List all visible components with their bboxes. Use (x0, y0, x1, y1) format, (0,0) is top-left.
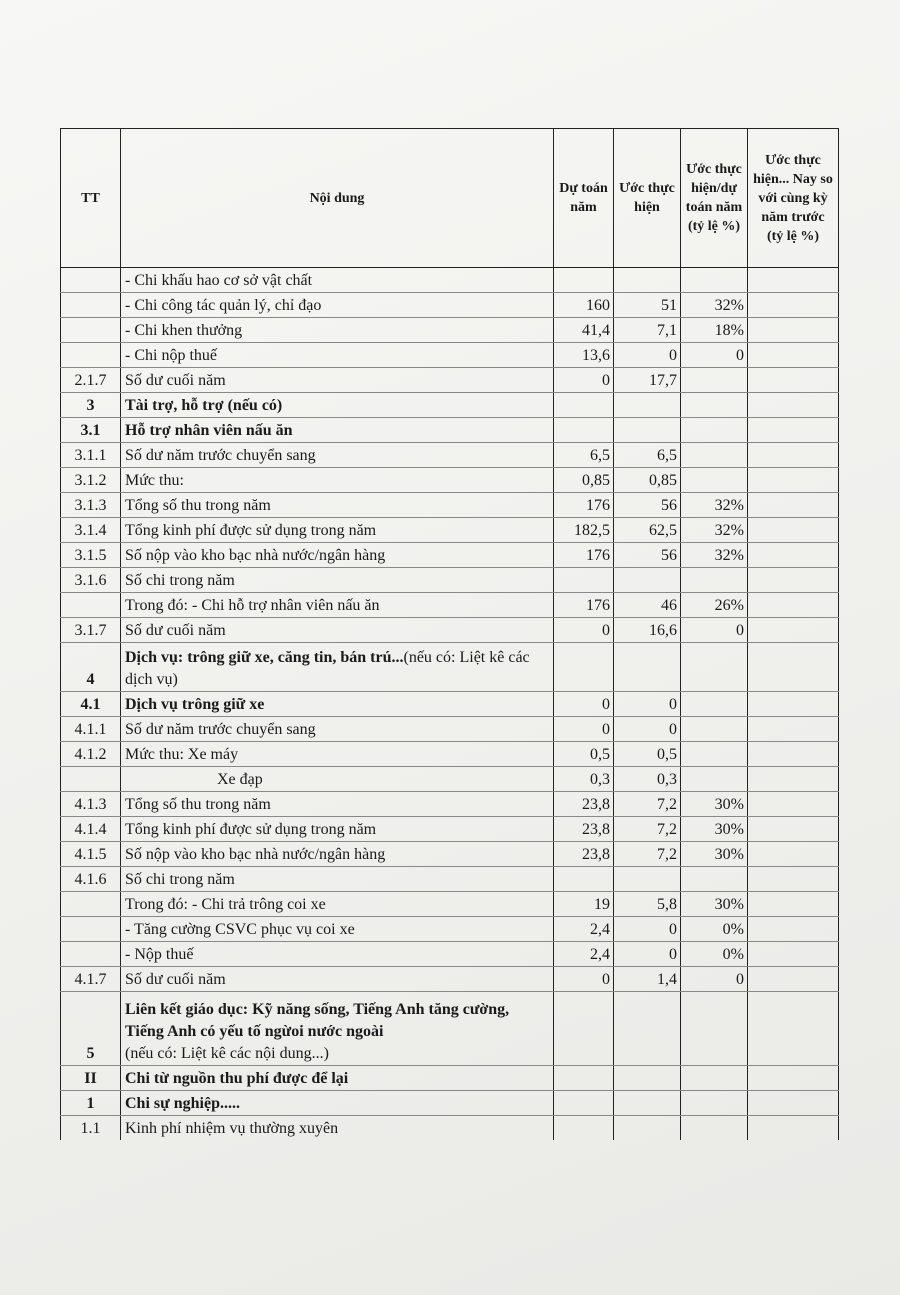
uoc-thuc-hien-value: 6,5 (614, 443, 681, 468)
row-number: 3.1.6 (61, 568, 121, 593)
du-toan-value: 0,85 (554, 468, 614, 493)
uoc-thuc-hien-value (614, 1116, 681, 1141)
row-content: Hỗ trợ nhân viên nấu ăn (121, 418, 554, 443)
row-number: 3.1.4 (61, 518, 121, 543)
du-toan-value (554, 643, 614, 692)
row-content: Số dư năm trước chuyển sang (121, 443, 554, 468)
ty-le-cung-ky-value (748, 268, 839, 293)
uoc-thuc-hien-value: 5,8 (614, 892, 681, 917)
du-toan-value: 0,5 (554, 742, 614, 767)
ty-le-du-toan-value: 0% (681, 917, 748, 942)
uoc-thuc-hien-value: 0 (614, 717, 681, 742)
uoc-thuc-hien-value: 62,5 (614, 518, 681, 543)
row-content-main: Dịch vụ: trông giữ xe, căng tin, bán trú... (125, 649, 404, 666)
ty-le-cung-ky-value (748, 717, 839, 742)
uoc-thuc-hien-value: 0 (614, 692, 681, 717)
du-toan-value: 13,6 (554, 343, 614, 368)
row-content: Số nộp vào kho bạc nhà nước/ngân hàng (121, 842, 554, 867)
row-content: Số chi trong năm (121, 568, 554, 593)
row-number: 4 (61, 643, 121, 692)
du-toan-value (554, 1091, 614, 1116)
row-content: - Chi công tác quản lý, chỉ đạo (121, 293, 554, 318)
du-toan-value: 2,4 (554, 942, 614, 967)
ty-le-du-toan-value: 0 (681, 618, 748, 643)
row-number: II (61, 1066, 121, 1091)
row-number: 3.1.1 (61, 443, 121, 468)
table-row (61, 792, 839, 817)
row-content: Trong đó: - Chi trả trông coi xe (121, 892, 554, 917)
row-number: 4.1.4 (61, 817, 121, 842)
table-row (61, 393, 839, 418)
ty-le-cung-ky-value (748, 418, 839, 443)
row-content-note: (nếu có: Liệt kê các dịch vụ) (125, 649, 530, 688)
row-number (61, 767, 121, 792)
du-toan-value (554, 418, 614, 443)
row-number: 4.1.1 (61, 717, 121, 742)
ty-le-cung-ky-value (748, 568, 839, 593)
ty-le-du-toan-value (681, 867, 748, 892)
table-row (61, 293, 839, 318)
du-toan-value: 0 (554, 692, 614, 717)
uoc-thuc-hien-value: 0,3 (614, 767, 681, 792)
ty-le-cung-ky-value (748, 817, 839, 842)
uoc-thuc-hien-value: 56 (614, 543, 681, 568)
uoc-thuc-hien-value: 7,1 (614, 318, 681, 343)
uoc-thuc-hien-value (614, 643, 681, 692)
row-content: Số dư cuối năm (121, 368, 554, 393)
uoc-thuc-hien-value: 0 (614, 343, 681, 368)
uoc-thuc-hien-value: 17,7 (614, 368, 681, 393)
uoc-thuc-hien-value: 7,2 (614, 817, 681, 842)
du-toan-value: 23,8 (554, 842, 614, 867)
uoc-thuc-hien-value: 1,4 (614, 967, 681, 992)
ty-le-cung-ky-value (748, 343, 839, 368)
ty-le-cung-ky-value (748, 318, 839, 343)
row-number: 4.1.7 (61, 967, 121, 992)
ty-le-du-toan-value (681, 268, 748, 293)
row-content: Trong đó: - Chi hỗ trợ nhân viên nấu ăn (121, 593, 554, 618)
du-toan-value: 0,3 (554, 767, 614, 792)
du-toan-value: 19 (554, 892, 614, 917)
row-content: Chi sự nghiệp..... (121, 1091, 554, 1116)
row-content (121, 643, 554, 692)
ty-le-du-toan-value (681, 393, 748, 418)
uoc-thuc-hien-value: 7,2 (614, 792, 681, 817)
budget-table (60, 128, 839, 1140)
du-toan-value: 0 (554, 618, 614, 643)
row-number: 4.1.6 (61, 867, 121, 892)
row-content: Mức thu: Xe máy (121, 742, 554, 767)
ty-le-cung-ky-value (748, 767, 839, 792)
row-content: - Tăng cường CSVC phục vụ coi xe (121, 917, 554, 942)
ty-le-du-toan-value: 32% (681, 493, 748, 518)
header-uoc-thuc-hien: Ước thực hiện (614, 129, 681, 268)
ty-le-cung-ky-value (748, 368, 839, 393)
ty-le-du-toan-value (681, 717, 748, 742)
row-content: - Chi khấu hao cơ sở vật chất (121, 268, 554, 293)
table-row (61, 593, 839, 618)
ty-le-cung-ky-value (748, 643, 839, 692)
row-number: 4.1.2 (61, 742, 121, 767)
row-number (61, 343, 121, 368)
table-row (61, 992, 839, 1066)
row-number: 3.1.2 (61, 468, 121, 493)
table-row (61, 917, 839, 942)
table-row (61, 543, 839, 568)
du-toan-value: 176 (554, 543, 614, 568)
table-row (61, 1066, 839, 1091)
du-toan-value: 176 (554, 493, 614, 518)
row-content: Dịch vụ trông giữ xe (121, 692, 554, 717)
row-number (61, 892, 121, 917)
du-toan-value: 0 (554, 717, 614, 742)
ty-le-du-toan-value: 26% (681, 593, 748, 618)
du-toan-value (554, 992, 614, 1066)
ty-le-cung-ky-value (748, 393, 839, 418)
row-content: - Nộp thuế (121, 942, 554, 967)
row-number: 3.1.3 (61, 493, 121, 518)
table-body (61, 268, 839, 1141)
row-content: Chi từ nguồn thu phí được để lại (121, 1066, 554, 1091)
ty-le-du-toan-value (681, 742, 748, 767)
row-number: 3.1.7 (61, 618, 121, 643)
ty-le-cung-ky-value (748, 443, 839, 468)
ty-le-du-toan-value: 32% (681, 293, 748, 318)
uoc-thuc-hien-value: 0 (614, 942, 681, 967)
row-number (61, 917, 121, 942)
uoc-thuc-hien-value (614, 268, 681, 293)
header-content: Nội dung (121, 129, 554, 268)
ty-le-cung-ky-value (748, 518, 839, 543)
header-tt: TT (61, 129, 121, 268)
du-toan-value: 23,8 (554, 792, 614, 817)
ty-le-cung-ky-value (748, 692, 839, 717)
ty-le-du-toan-value: 30% (681, 892, 748, 917)
row-content: Tổng kinh phí được sử dụng trong năm (121, 518, 554, 543)
du-toan-value: 0 (554, 368, 614, 393)
ty-le-du-toan-value (681, 443, 748, 468)
table-row (61, 618, 839, 643)
ty-le-cung-ky-value (748, 792, 839, 817)
uoc-thuc-hien-value: 16,6 (614, 618, 681, 643)
table-row (61, 443, 839, 468)
ty-le-cung-ky-value (748, 942, 839, 967)
table-row (61, 468, 839, 493)
row-content: Số nộp vào kho bạc nhà nước/ngân hàng (121, 543, 554, 568)
table-header-row (61, 129, 839, 268)
uoc-thuc-hien-value: 0,85 (614, 468, 681, 493)
ty-le-du-toan-value: 30% (681, 792, 748, 817)
ty-le-du-toan-value: 0 (681, 343, 748, 368)
row-number: 3 (61, 393, 121, 418)
row-number: 1 (61, 1091, 121, 1116)
uoc-thuc-hien-value: 7,2 (614, 842, 681, 867)
ty-le-du-toan-value (681, 368, 748, 393)
row-number (61, 593, 121, 618)
ty-le-du-toan-value: 30% (681, 817, 748, 842)
table-row (61, 967, 839, 992)
ty-le-du-toan-value: 0% (681, 942, 748, 967)
table-row (61, 518, 839, 543)
row-content: Tổng số thu trong năm (121, 493, 554, 518)
ty-le-cung-ky-value (748, 1116, 839, 1141)
row-number (61, 942, 121, 967)
row-number (61, 268, 121, 293)
ty-le-du-toan-value (681, 692, 748, 717)
ty-le-cung-ky-value (748, 293, 839, 318)
ty-le-cung-ky-value (748, 493, 839, 518)
uoc-thuc-hien-value (614, 992, 681, 1066)
row-number (61, 293, 121, 318)
uoc-thuc-hien-value (614, 393, 681, 418)
table-row (61, 742, 839, 767)
ty-le-cung-ky-value (748, 992, 839, 1066)
row-number: 3.1.5 (61, 543, 121, 568)
du-toan-value: 23,8 (554, 817, 614, 842)
table-row (61, 767, 839, 792)
uoc-thuc-hien-value (614, 1066, 681, 1091)
row-content-note: (nếu có: Liệt kê các nội dung...) (125, 1045, 329, 1062)
row-number: 2.1.7 (61, 368, 121, 393)
row-content: Tài trợ, hỗ trợ (nếu có) (121, 393, 554, 418)
uoc-thuc-hien-value: 51 (614, 293, 681, 318)
row-content: Số chi trong năm (121, 867, 554, 892)
du-toan-value: 182,5 (554, 518, 614, 543)
uoc-thuc-hien-value (614, 867, 681, 892)
table-row (61, 1116, 839, 1141)
table-row (61, 643, 839, 692)
row-content: - Chi khen thưởng (121, 318, 554, 343)
uoc-thuc-hien-value: 56 (614, 493, 681, 518)
du-toan-value: 160 (554, 293, 614, 318)
du-toan-value (554, 1066, 614, 1091)
table-row (61, 942, 839, 967)
row-number (61, 318, 121, 343)
row-content-main: Liên kết giáo dục: Kỹ năng sống, Tiếng Anh tăng cường, Tiếng Anh có yếu tố ngừoi nước ngoài (125, 1001, 510, 1040)
table-row (61, 343, 839, 368)
ty-le-du-toan-value: 32% (681, 518, 748, 543)
row-content: Số dư cuối năm (121, 967, 554, 992)
table-row (61, 318, 839, 343)
ty-le-du-toan-value: 0 (681, 967, 748, 992)
ty-le-du-toan-value: 30% (681, 842, 748, 867)
ty-le-du-toan-value: 32% (681, 543, 748, 568)
table-row (61, 842, 839, 867)
uoc-thuc-hien-value: 46 (614, 593, 681, 618)
row-number: 1.1 (61, 1116, 121, 1141)
ty-le-cung-ky-value (748, 842, 839, 867)
ty-le-du-toan-value (681, 1066, 748, 1091)
header-ty-le-cung-ky: Ước thực hiện... Nay so với cùng kỳ năm trước (tỷ lệ %) (748, 129, 839, 268)
ty-le-du-toan-value: 18% (681, 318, 748, 343)
header-ty-le-du-toan: Ước thực hiện/dự toán năm (tỷ lệ %) (681, 129, 748, 268)
ty-le-du-toan-value (681, 1091, 748, 1116)
du-toan-value: 176 (554, 593, 614, 618)
table-row (61, 892, 839, 917)
du-toan-value (554, 568, 614, 593)
ty-le-cung-ky-value (748, 742, 839, 767)
ty-le-cung-ky-value (748, 618, 839, 643)
uoc-thuc-hien-value: 0,5 (614, 742, 681, 767)
row-content: Tổng số thu trong năm (121, 792, 554, 817)
ty-le-cung-ky-value (748, 967, 839, 992)
ty-le-du-toan-value (681, 1116, 748, 1141)
row-content: Số dư năm trước chuyển sang (121, 717, 554, 742)
du-toan-value: 0 (554, 967, 614, 992)
row-content: Tổng kinh phí được sử dụng trong năm (121, 817, 554, 842)
row-number: 4.1.3 (61, 792, 121, 817)
ty-le-cung-ky-value (748, 468, 839, 493)
du-toan-value (554, 867, 614, 892)
table-row (61, 493, 839, 518)
uoc-thuc-hien-value (614, 568, 681, 593)
row-number: 4.1.5 (61, 842, 121, 867)
du-toan-value (554, 393, 614, 418)
row-content: Mức thu: (121, 468, 554, 493)
row-number: 3.1 (61, 418, 121, 443)
row-number: 5 (61, 992, 121, 1066)
table-row (61, 418, 839, 443)
ty-le-cung-ky-value (748, 1091, 839, 1116)
row-content: Số dư cuối năm (121, 618, 554, 643)
ty-le-cung-ky-value (748, 892, 839, 917)
ty-le-cung-ky-value (748, 917, 839, 942)
du-toan-value: 6,5 (554, 443, 614, 468)
table-row (61, 1091, 839, 1116)
row-content (121, 992, 554, 1066)
ty-le-du-toan-value (681, 767, 748, 792)
ty-le-du-toan-value (681, 992, 748, 1066)
ty-le-cung-ky-value (748, 593, 839, 618)
ty-le-du-toan-value (681, 418, 748, 443)
table-row (61, 867, 839, 892)
ty-le-cung-ky-value (748, 543, 839, 568)
row-number: 4.1 (61, 692, 121, 717)
du-toan-value: 41,4 (554, 318, 614, 343)
ty-le-cung-ky-value (748, 1066, 839, 1091)
ty-le-cung-ky-value (748, 867, 839, 892)
row-content: Kinh phí nhiệm vụ thường xuyên (121, 1116, 554, 1141)
table-row (61, 368, 839, 393)
table-row (61, 692, 839, 717)
uoc-thuc-hien-value (614, 1091, 681, 1116)
table-row (61, 568, 839, 593)
table-row (61, 717, 839, 742)
uoc-thuc-hien-value (614, 418, 681, 443)
du-toan-value (554, 268, 614, 293)
header-du-toan: Dự toán năm (554, 129, 614, 268)
du-toan-value (554, 1116, 614, 1141)
row-content: Xe đạp (121, 767, 554, 792)
ty-le-du-toan-value (681, 568, 748, 593)
ty-le-du-toan-value (681, 468, 748, 493)
row-content: - Chi nộp thuế (121, 343, 554, 368)
uoc-thuc-hien-value: 0 (614, 917, 681, 942)
table-row (61, 817, 839, 842)
du-toan-value: 2,4 (554, 917, 614, 942)
ty-le-du-toan-value (681, 643, 748, 692)
table-row (61, 268, 839, 293)
